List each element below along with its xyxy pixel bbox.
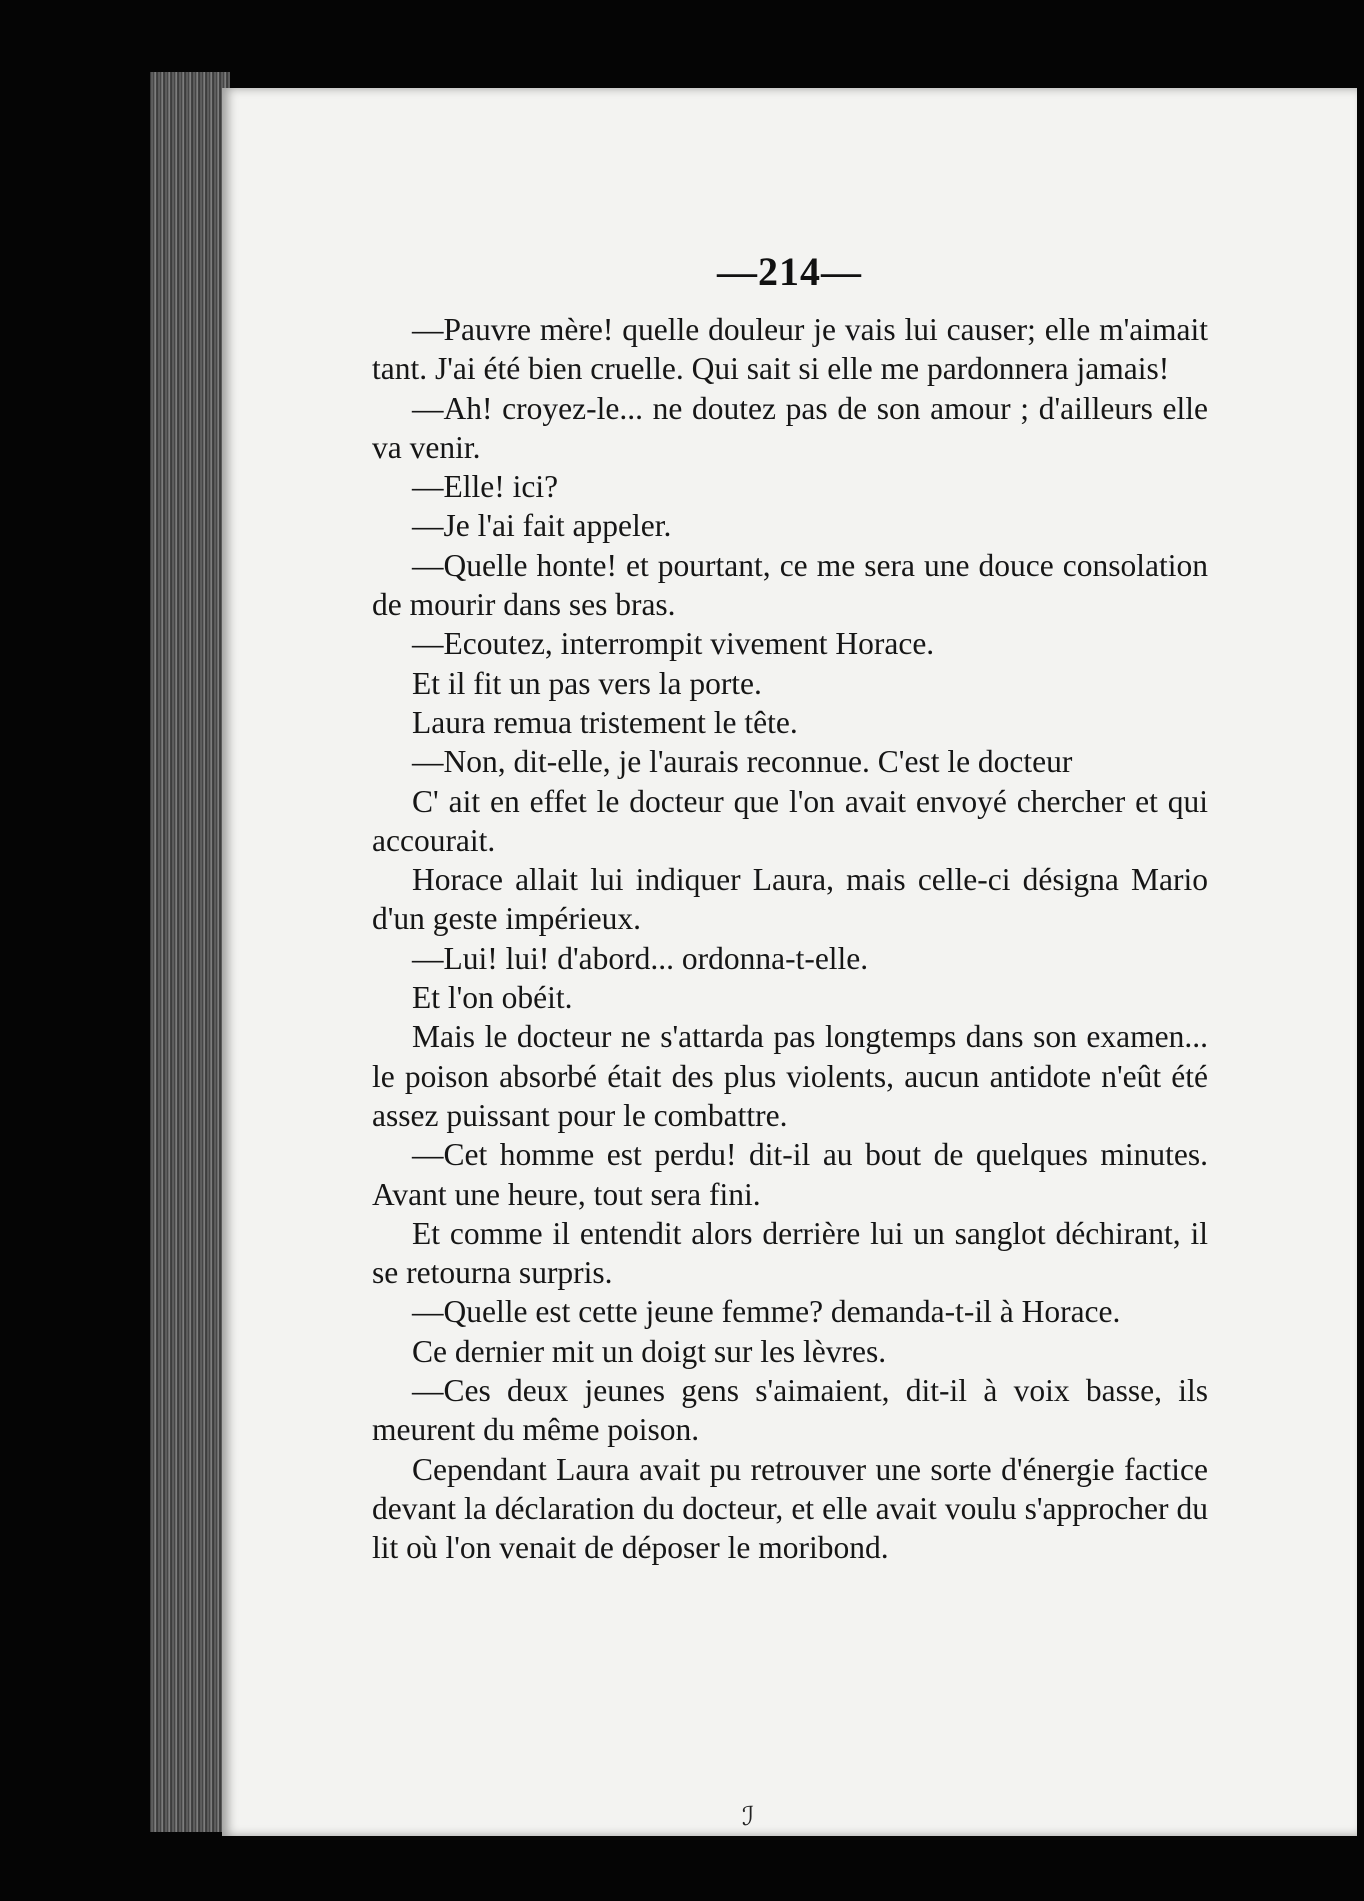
paragraph: C' ait en effet le docteur que l'on avait envoyé chercher et qui accourait. [372, 783, 1208, 858]
paragraph: Cependant Laura avait pu retrouver une sorte d'énergie factice devant la déclaration du docteur, et elle avait voulu s'approcher du lit où l'on venait de déposer le moribond. [372, 1451, 1208, 1566]
paragraph: —Ah! croyez-le... ne doutez pas de son amour ; d'ailleurs elle va venir. [372, 390, 1208, 465]
page-bottom-mark: ℐ [742, 1802, 755, 1831]
paragraph: Ce dernier mit un doigt sur les lèvres. [412, 1333, 887, 1369]
paragraph: —Ces deux jeunes gens s'aimaient, dit-il à voix basse, ils meurent du même poison. [372, 1373, 1208, 1448]
page-number: —214— [717, 249, 862, 294]
paragraph: —Elle! ici? [412, 469, 559, 505]
paragraph: —Non, dit-elle, je l'aurais reconnue. C'est le docteur [412, 744, 1073, 780]
paragraph: —Je l'ai fait appeler. [412, 508, 672, 544]
paragraph: —Pauvre mère! quelle douleur je vais lui causer; elle m'aimait tant. J'ai été bien cruelle. Qui sait si elle me pardonnera jamais! [372, 312, 1208, 387]
paragraph: —Quelle honte! et pourtant, ce me sera une douce consolation de mourir dans ses bras. [372, 547, 1208, 623]
paragraph: Laura remua tristement le tête. [412, 704, 798, 740]
paragraph: Et comme il entendit alors derrière lui un sanglot déchirant, il se retourna surpris. [372, 1215, 1208, 1291]
paragraph: Mais le docteur ne s'attarda pas longtemps dans son examen... le poison absorbé était des plus violents, aucun antidote n'eût été assez puissant pour le combattre. [372, 1019, 1208, 1133]
paragraph: Et l'on obéit. [412, 980, 573, 1016]
paragraph: Horace allait lui indiquer Laura, mais celle-ci désigna Mario d'un geste impérieux. [372, 862, 1208, 937]
paragraph: —Cet homme est perdu! dit-il au bout de quelques minutes. Avant une heure, tout sera fini. [372, 1137, 1208, 1212]
book-page [222, 88, 1357, 1836]
paragraph: —Lui! lui! d'abord... ordonna-t-elle. [412, 940, 869, 976]
body-text [372, 310, 1208, 1568]
paragraph: Et il fit un pas vers la porte. [412, 665, 762, 701]
paragraph: —Quelle est cette jeune femme? demanda-t-il à Horace. [412, 1294, 1121, 1330]
paragraph: —Ecoutez, interrompit vivement Horace. [412, 626, 935, 662]
book-page-edges [150, 72, 230, 1832]
